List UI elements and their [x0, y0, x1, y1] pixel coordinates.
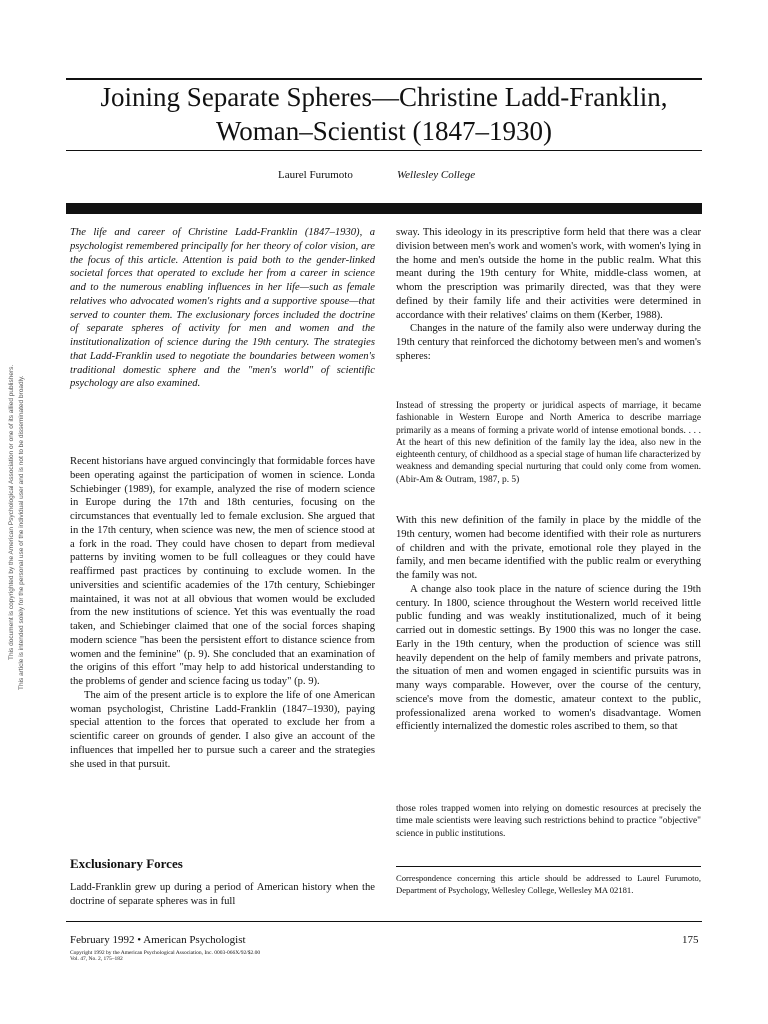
correspondence-footnote: Correspondence concerning this article should be addressed to Laurel Furumoto, Department of Psychology, Wellesley College, Wellesley MA 02181. [396, 873, 701, 895]
volume-line: Vol. 47, No. 2, 175–182 [70, 956, 123, 962]
title-rule [66, 150, 702, 151]
page-number: 175 [682, 934, 699, 946]
section-heading-block [70, 856, 375, 872]
article-title-line2: Woman–Scientist (1847–1930) [215, 116, 553, 146]
article-title-line1: Joining Separate Spheres—Christine Ladd-Franklin, [100, 82, 668, 112]
intro-paragraph-2: The aim of the present article is to explore the life of one American woman psychologist, Christine Ladd-Franklin (1847–1930), paying special attention to the forces that operated to exclude her from a scientific career on grounds of gender. I also give an account of the influences that impelled her to pursue such a career and the strategies she used in that pursuit. [70, 689, 375, 770]
header-thick-bar [66, 203, 702, 214]
footer-rule [66, 921, 702, 922]
intro-paragraph-1: Recent historians have argued convincingly that formidable forces have been operating against the participation of women in science. Londa Schiebinger (1989), for example, analyzed the rise of modern science in Europe during the 17th and 18th centuries, focusing on the circumstances that eventually led to female exclusion. She argued that in the 17th century, when science was new, the men of science stood at a fork in the road. They could have chosen to depart from medieval patterns by inviting women to be full colleagues or they could have reaffirmed past practices by continuing to exclude women. In the universities and scientific academies of the 17th century, Schiebinger maintained, it was not at all obvious that women would be excluded from the new institutions of science. Yet this was eventually the road taken, and Schiebinger claimed that one of the social forces shaping modern science "has been the persistent effort to distance science from women and the feminine" (p. 9). She concluded that an examination of the origins of this effort "may help to add historical understanding to the problems of gender and science facing us today" (p. 9). [70, 456, 375, 687]
body-paragraph-family: Changes in the nature of the family also were underway during the 19th century that reinforced the dichotomy between men's and women's spheres: [396, 323, 701, 362]
left-column-tail [70, 881, 375, 909]
left-column [70, 226, 375, 391]
right-column [396, 226, 701, 364]
abstract: The life and career of Christine Ladd-Franklin (1847–1930), a psychologist remembered principally for her theory of color vision, are the focus of this article. Attention is paid both to the gender-linked societal forces that operated to exclude her from a career in science and to the numerous enabling influences in her life—such as female relatives who advocated women's rights and a supportive spouse—that served to counter them. The exclusionary forces included the doctrine of separate spheres of activity for men and women and the institutionalization of science during the 19th century. The strategies that Ladd-Franklin used to negotiate the boundaries between women's traditional domestic sphere and the "men's world" of scientific psychology are also examined. [70, 227, 375, 390]
block-quote-2: those roles trapped women into relying on domestic resources at precisely the time male scientists were leaving such restrictions behind to practice "objective" science in public institutions. [396, 804, 701, 839]
section-heading: Exclusionary Forces [70, 856, 183, 871]
block-quote-1: Instead of stressing the property or juridical aspects of marriage, it became fashionable in Western Europe and North America to describe marriage primarily as a means of forming a private world of intense emotional bonds. . . . At the heart of this new definition of the family lay the idea, also new in the eighteenth century, of childhood as a special stage of human life characterized by weakness and demanding special nurturing that could only come from women. (Abir-Am & Outram, 1987, p. 5) [396, 401, 701, 485]
journal-issue: February 1992 • American Psychologist [70, 934, 246, 946]
left-column-body [70, 455, 375, 771]
copyright-line: Copyright 1992 by the American Psychological Association, Inc. 0003-066X/92/$2.00 [70, 950, 261, 956]
body-paragraph-science-change: A change also took place in the nature of science during the 19th century. In 1800, science throughout the Western world received little public funding and was weakly institutionalized, much of it being carried out in domestic settings. By 1900 this was no longer the case. Early in the 19th century, when the production of science was still heavily dependent on the help of family members and private patrons, the situation of men and women engaged in scientific pursuits was in many ways comparable. However, over the course of the century, science's move from the domestic, amateur context to the public, professionalized arena worked to women's disadvantage. Women efficiently internalized the domestic roles ascribed to them, so that [396, 583, 701, 733]
footnote-rule [396, 866, 701, 867]
section-paragraph-1: Ladd-Franklin grew up during a period of American history when the doctrine of separate spheres was in full [70, 882, 375, 907]
author-name: Laurel Furumoto [278, 169, 353, 181]
author-affiliation: Wellesley College [397, 169, 476, 181]
copyright-sidebar-line1: This document is copyrighted by the American Psychological Association or one of its allied publishers. [8, 364, 15, 660]
body-paragraph-new-definition: With this new definition of the family in place by the middle of the 19th century, women had become identified with their role as nurturers of children and with the private, emotional role they played in the family, and men became identified with the public realm or everything the family was not. [396, 515, 701, 581]
right-column-mid [396, 514, 701, 734]
copyright-sidebar-line2: This article is intended solely for the personal use of the individual user and is not to be disseminated broadly. [18, 375, 25, 690]
body-paragraph-sway: sway. This ideology in its prescriptive form held that there was a clear division between men's work and women's work, with women's lying in the home and men's outside the home in the public realm. What this meant during the 19th century for White, middle-class women, at whom the prescription was primarily directed, was that they were defined by their family life and their activities were determined in accordance with their relatives' claims on them (Kerber, 1988). [396, 227, 701, 321]
